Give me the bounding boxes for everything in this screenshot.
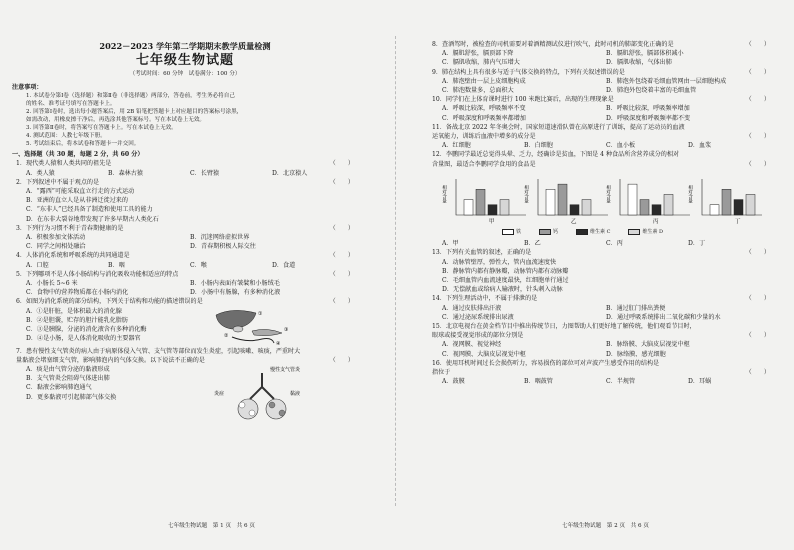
chart-category-label: 甲 — [489, 218, 495, 225]
notes-list — [12, 92, 358, 148]
chart-ylabel: 相对含量 — [523, 184, 529, 203]
page-2 — [428, 40, 774, 387]
chart-bar — [710, 205, 719, 215]
question-stem-cont: 运氧能力，训练后血液中增多的成分是 — [432, 133, 536, 141]
option: B．白细胞 — [524, 142, 553, 150]
question-stem: 1．现代类人猿和人类共同的祖先是 — [16, 160, 112, 168]
question-7-cont — [12, 356, 358, 365]
note-line: 如需改动，用橡皮擦干净后，再选涂其他答案标号。写在本试卷上无效。 — [26, 117, 206, 124]
question-14 — [428, 294, 774, 303]
question-11-cont — [428, 132, 774, 141]
option: D．呼吸深度和呼吸频率都不变 — [606, 114, 691, 122]
answer-blank[interactable] — [746, 40, 770, 49]
answer-blank[interactable] — [330, 159, 354, 168]
answer-blank[interactable] — [330, 224, 354, 233]
figure-label: ① — [258, 310, 263, 317]
option: A．“露西”可能采取直立行走的方式运动 — [26, 188, 135, 196]
option: D．耳蜗 — [688, 378, 712, 386]
legend-label: 维生素 C — [590, 229, 611, 236]
option: A．①是肝脏，是体积最大的消化腺 — [26, 307, 122, 315]
figure-label: ③ — [284, 326, 289, 333]
option: B．亚洲的直立人是从非洲迁徙过来的 — [26, 197, 128, 205]
option: B．膈肌舒张，膈部体积减小 — [606, 50, 684, 58]
option: B．脉络膜、大脑皮层视觉中枢 — [606, 341, 690, 349]
question-stem: 11．备战北京 2022 年冬奥会时，国家短道速滑队曾在高原进行了训练，提高了运动员的血液 — [432, 123, 685, 131]
note-line: 1. 本试卷分第Ⅰ卷（选择题）和第Ⅱ卷（非选择题）两部分，答卷前，考生务必将自己 — [26, 93, 235, 100]
answer-blank[interactable] — [746, 248, 770, 257]
option: C．血小板 — [606, 142, 636, 150]
note-line: 3. 回答第Ⅱ卷时，将答案写在答题卡上。写在本试卷上无效。 — [26, 125, 177, 132]
note-line: 5. 考试结束后，将本试卷和答题卡一并交回。 — [26, 141, 140, 148]
option: C．“东非人”已经具备了制造和使用工具的能力 — [26, 206, 153, 214]
question-stem: 10．同学们在上体育课时进行 100 米跑比赛后，出现的生理现象是 — [432, 96, 614, 104]
alveolus — [239, 402, 245, 408]
options — [428, 104, 774, 122]
question-16-cont — [428, 368, 774, 377]
answer-blank[interactable] — [330, 356, 354, 365]
option: C．长臂猿 — [190, 169, 220, 177]
question-8 — [428, 40, 774, 49]
exam-subject-title: 七年级生物试题 — [135, 53, 234, 68]
option: A．痰是由气管分泌的黏液形成 — [26, 366, 110, 374]
option: B．静脉管内都有静脉瓣，动脉管内都有动脉瓣 — [442, 267, 569, 275]
option: D．更多黏液可引起肺部气体交换 — [26, 393, 117, 401]
nutrition-chart-svg — [442, 171, 762, 225]
answer-blank[interactable] — [746, 160, 770, 169]
option: C．毛细血管内血流速度最快，红细胞单行通过 — [442, 277, 569, 285]
options — [12, 307, 212, 344]
question-stem-cont: 量黏液会堵塞细支气管，影响肺泡内的气体交换。以下说法不正确的是 — [16, 356, 205, 364]
question-1 — [12, 159, 358, 168]
option: D．膈肌收缩，气体出肺 — [606, 59, 672, 67]
question-5 — [12, 270, 358, 279]
legend-label: 维生素 D — [642, 229, 664, 236]
option: C．呼吸深度和呼吸频率都增加 — [442, 114, 526, 122]
legend-label: 钙 — [553, 229, 559, 236]
question-stem: 9．肺在结构上具有很多与适于气体交换的特点，下列有关叙述错误的是 — [432, 68, 625, 76]
option: B．通过肛门排出粪便 — [606, 304, 666, 312]
option: A．鼓膜 — [442, 378, 465, 386]
answer-blank[interactable] — [746, 95, 770, 104]
legend-item — [502, 228, 521, 237]
alveolus — [279, 410, 285, 416]
answer-blank[interactable] — [330, 270, 354, 279]
chart-bar — [476, 189, 485, 215]
exam-title: 2022－2023 学年第二学期期末教学质量检测 — [99, 41, 271, 51]
question-stem: 3．下列行为习惯不利于青春期健康的是 — [16, 224, 124, 232]
bronchus-shape — [250, 373, 274, 399]
question-stem: 7．患有慢性支气管炎的病人由于病原体侵入气管、支气管等部位而发生炎症，引起咳嗽、咳痰，严重时大 — [16, 347, 301, 355]
question-2 — [12, 178, 358, 187]
options — [12, 261, 358, 270]
question-stem: 15．北京电视台在黄金档节目中推出传统节日，力图帮助人们更好地了解传统，他们观看节目时， — [432, 323, 696, 331]
question-15-cont — [428, 331, 774, 340]
chart-bar — [628, 184, 637, 215]
option: A．膈肌舒张，膈顶部下降 — [442, 50, 514, 58]
question-stem-cont: 含量图，最适合李鹏同学食用的食品是 — [432, 160, 536, 168]
chart-category-label: 丁 — [735, 218, 741, 225]
option: C．黏液会影响肺泡通气 — [26, 384, 92, 392]
alveolus — [249, 410, 255, 416]
option: C．半规管 — [606, 378, 636, 386]
chart-category-label: 丙 — [653, 218, 659, 225]
option: A．通过皮肤排出汗液 — [442, 304, 502, 312]
chart-bar — [582, 199, 591, 214]
chart-ylabel: 相对含量 — [605, 184, 611, 203]
option: C．同学之间相处融洽 — [26, 243, 86, 251]
question-4 — [12, 251, 358, 260]
question-stem: 6．如图为消化系统的部分结构，下列关于结构和功能的描述错误的是 — [16, 298, 203, 306]
option: C．③是胰腺，分泌的消化液含有多种消化酶 — [26, 326, 147, 334]
options — [428, 377, 774, 386]
question-16 — [428, 359, 774, 368]
answer-blank[interactable] — [330, 251, 354, 260]
option: B．肺泡外包绕着毛细血管网由一层细胞构成 — [606, 77, 727, 85]
note-line: 2. 回答第Ⅰ卷时，选出每小题答案后，用 2B 铅笔把答题卡上对应题目的答案标号涂黑， — [26, 109, 243, 116]
question-15 — [428, 322, 774, 331]
option: C．食物中的营养物质都在小肠内消化 — [26, 289, 129, 297]
legend-item — [539, 228, 558, 237]
question-12-cont — [428, 160, 774, 169]
note-line: 的姓名、准考证号填写在答题卡上。 — [26, 101, 116, 108]
option: A．红细胞 — [442, 142, 471, 150]
options — [428, 239, 774, 248]
question-6-body — [12, 307, 358, 347]
answer-blank[interactable] — [746, 132, 770, 141]
option: C．膈肌收缩，肺内气压增大 — [442, 59, 520, 67]
figure-label: 慢性支气管炎 — [270, 367, 301, 374]
chart-bar — [746, 194, 755, 215]
question-10 — [428, 95, 774, 104]
chart-bar — [546, 189, 555, 215]
legend-swatch — [576, 229, 588, 235]
legend-item — [576, 228, 610, 237]
answer-blank[interactable] — [330, 178, 354, 187]
option: B．乙 — [524, 240, 541, 248]
figure-label: ② — [224, 332, 229, 339]
legend-item — [628, 228, 663, 237]
question-stem: 2．下列叙述中不属于观点的是 — [16, 178, 100, 186]
question-stem-cont: 指位于 — [432, 369, 451, 377]
answer-blank[interactable] — [746, 68, 770, 77]
option: D．丁 — [688, 240, 706, 248]
chart-bar — [652, 205, 661, 215]
option: B．森林古猿 — [108, 169, 143, 177]
question-11 — [428, 123, 774, 132]
option: C．视网膜、大脑皮层视觉中枢 — [442, 350, 526, 358]
answer-blank[interactable] — [746, 368, 770, 377]
legend-swatch — [628, 229, 640, 235]
option: A．甲 — [442, 240, 459, 248]
answer-blank[interactable] — [746, 294, 770, 303]
page-divider — [395, 36, 396, 506]
chart-bar — [570, 205, 579, 215]
chart-ylabel: 相对含量 — [687, 184, 693, 203]
option: A．口腔 — [26, 261, 49, 269]
chart-bar — [488, 205, 497, 215]
option: D．食道 — [272, 261, 296, 269]
question-stem: 16．使用耳机时间过长会损伤听力，容易损伤的部位可对声波产生感受作用的结构是 — [432, 359, 660, 367]
options — [12, 279, 358, 297]
option: B．沉迷网络虚拟世界 — [190, 234, 250, 242]
alveolus — [269, 402, 275, 408]
option: B．小肠内表面有皱襞和小肠绒毛 — [190, 280, 280, 288]
option: B．咽鼓管 — [524, 378, 553, 386]
option: D．在东非大裂谷地带发现了许多早期古人类化石 — [26, 215, 159, 223]
legend-swatch — [502, 229, 514, 235]
option: C．肺泡数量多，总面积大 — [442, 87, 514, 95]
option: B．呼吸比较深，呼吸频率增加 — [606, 105, 690, 113]
note-line: 4. 测试范围：人教七年级下册。 — [26, 133, 106, 140]
question-stem: 13．下列有关血管的叙述，正确的是 — [432, 249, 532, 257]
figure-label: 黏液 — [290, 391, 301, 398]
options — [428, 141, 774, 150]
option: A．动脉管壁厚，弹性大，管内血流速度快 — [442, 258, 557, 266]
option: D．北京猿人 — [272, 169, 308, 177]
option: D．肺泡外包绕着丰富的毛细血管 — [606, 87, 697, 95]
question-stem: 8．查酒驾时，被检查的司机需要对着酒精测试仪进行吹气，此时司机的肺部变化正确的是 — [432, 41, 674, 48]
question-13 — [428, 248, 774, 257]
chart-bar — [558, 184, 567, 215]
option: C．丙 — [606, 240, 623, 248]
chart-bar — [500, 199, 509, 214]
option: A．视网膜、视觉神经 — [442, 341, 502, 349]
option: A．积极参加文体活动 — [26, 234, 86, 242]
legend-label: 铁 — [516, 229, 522, 236]
intestine-shape — [232, 337, 274, 343]
chart-bar — [734, 199, 743, 214]
gallbladder-shape — [233, 326, 243, 332]
answer-blank[interactable] — [746, 331, 770, 340]
chart-bar — [640, 199, 649, 214]
question-3 — [12, 224, 358, 233]
chart-legend — [442, 228, 774, 237]
notes-heading: 注意事项： — [12, 84, 43, 91]
question-stem: 14．下列生理活动中，不属于排泄的是 — [432, 295, 538, 303]
options — [428, 340, 774, 358]
option: D．④是小肠，是人体消化吸收的主要器官 — [26, 335, 141, 343]
legend-swatch — [539, 229, 551, 235]
chart-bar — [664, 194, 673, 215]
section-heading: 一、选择题（共 30 题，每题 2 分，共 60 分） — [12, 151, 144, 159]
option: D．小肠中有肠腺，有多种消化液 — [190, 289, 281, 297]
option: A．肺泡壁由一层上皮细胞构成 — [442, 77, 526, 85]
digestive-system-figure — [212, 307, 292, 347]
option: A．类人猿 — [26, 169, 55, 177]
chart-ylabel: 相对含量 — [442, 184, 447, 203]
options — [12, 365, 212, 402]
option: A．小肠长 5~6 米 — [26, 280, 78, 288]
option: A．呼吸比较深，呼吸频率不变 — [442, 105, 526, 113]
question-7 — [12, 347, 358, 356]
option: D．血浆 — [688, 142, 712, 150]
option: B．咽 — [108, 261, 125, 269]
pancreas-shape — [252, 329, 282, 335]
bronchitis-figure — [212, 365, 312, 425]
question-7-body — [12, 365, 358, 425]
question-9 — [428, 68, 774, 77]
option: B．②是胆囊，贮存的胆汁能乳化脂肪 — [26, 316, 128, 324]
page-footer: 七年级生物试题 第 1 页 共 6 页 — [168, 523, 255, 529]
option: D．脉络膜、感光细胞 — [606, 350, 666, 358]
chart-bar — [464, 199, 473, 214]
question-12 — [428, 150, 774, 159]
page-1 — [12, 40, 358, 425]
nutrition-chart — [442, 171, 774, 237]
figure-label: ④ — [276, 340, 281, 347]
question-6 — [12, 297, 358, 306]
option: C．喉 — [190, 261, 207, 269]
options — [12, 233, 358, 251]
chart-category-label: 乙 — [571, 218, 577, 225]
option: C．通过泌尿系统排出尿液 — [442, 313, 514, 321]
answer-blank[interactable] — [330, 297, 354, 306]
chart-bar — [722, 189, 731, 215]
question-stem: 5．下列哪项不是人体小肠结构与消化吸收功能相适应的特点 — [16, 270, 179, 278]
options — [428, 304, 774, 322]
option: B．支气管炎会阻碍气体进出肺 — [26, 375, 110, 383]
page-footer: 七年级生物试题 第 2 页 共 6 页 — [562, 523, 649, 529]
options — [12, 169, 358, 178]
question-stem: 4．人体消化系统和呼吸系统的共同通道是 — [16, 252, 130, 260]
question-stem-cont: 眼球或接受视觉形成的部位分别是 — [432, 332, 524, 340]
exam-meta: （考试时间：60 分钟 试卷满分：100 分） — [129, 71, 241, 77]
figure-label: 炎症 — [214, 391, 225, 398]
options — [428, 49, 774, 67]
option: D．无偿献血或给病人输液时，针头刺入动脉 — [442, 286, 563, 294]
option: D．通过呼吸系统排出二氧化碳和少量的水 — [606, 313, 721, 321]
question-stem: 12．李鹏同学最近总觉得头晕、乏力，经确诊是贫血，下图是 4 种食品所含营养成分的相对 — [432, 151, 680, 159]
option: D．青春期积极人际交往 — [190, 243, 256, 251]
options — [428, 77, 774, 95]
